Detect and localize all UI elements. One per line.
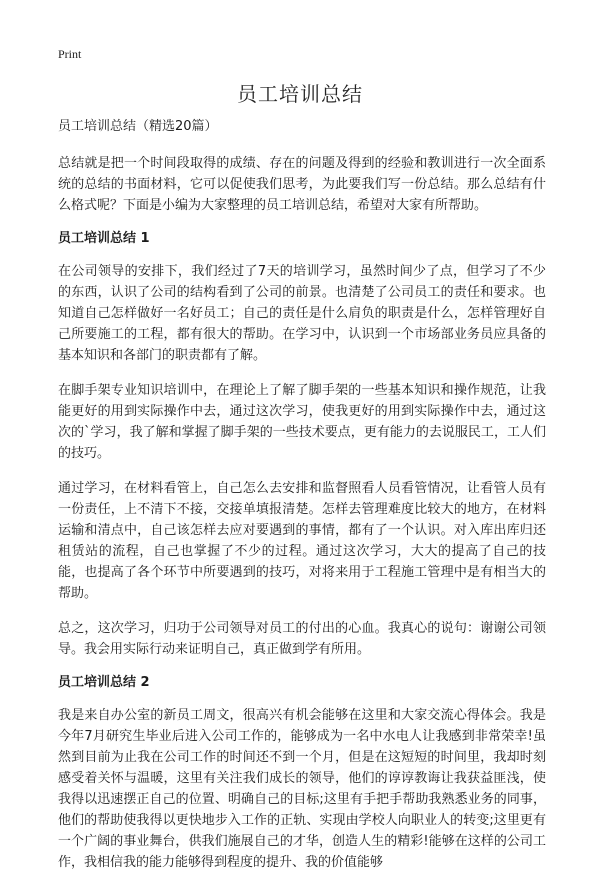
section-heading: 员工培训总结 2 [58, 675, 150, 690]
print-link[interactable]: Print [58, 47, 82, 61]
page-title: 员工培训总结 [237, 82, 363, 106]
section-2 [58, 674, 546, 873]
paragraph: 我是来自办公室的新员工周文，很高兴有机会能够在这里和大家交流心得体会。我是今年7月研究生毕业后进入公司工作的，能够成为一名中水电人让我感到非常荣幸!虽然到目前为止我在公司工作的时间还不到一个月，但是在这短短的时间里，我却时刻感受着关怀与温暖，这里有关注我们成长的领导，他们的谆谆教诲让我获益匪浅，使我得以迅速摆正自己的位置、明确自己的目标;这里有手把手帮助我熟悉业务的同事，他们的帮助使我得以更快地步入工作的正轨、实现由学校人向职业人的转变;这里更有一个广阔的事业舞台，供我们施展自己的才华，创造人生的精彩!能够在这样的公司工作，我相信我的能力能够得到程度的提升、我的价值能够 [58, 708, 546, 870]
paragraph: 在脚手架专业知识培训中，在理论上了解了脚手架的一些基本知识和操作规范，让我能更好的用到实际操作中去，通过这次学习，使我更好的用到实际操作中去，通过这次的`学习，我了解和掌握了脚手架的一些技术要点，更有能力的去说服民工，工人们的技巧。 [58, 383, 546, 461]
paragraph: 总之，这次学习，归功于公司领导对员工的付出的心血。我真心的说句：谢谢公司领导。我会用实际行动来证明自己，真正做到学有所用。 [58, 621, 546, 657]
intro-paragraph: 总结就是把一个时间段取得的成绩、存在的问题及得到的经验和教训进行一次全面系统的总结的书面材料，它可以促使我们思考，为此要我们写一份总结。那么总结有什么格式呢？下面是小编为大家整理的员工培训总结，希望对大家有所帮助。 [58, 156, 546, 213]
document-subtitle: 员工培训总结（精选20篇） [58, 119, 218, 134]
document-body [58, 118, 546, 887]
paragraph: 在公司领导的安排下，我们经过了7天的培训学习，虽然时间少了点，但学习了不少的东西，认识了公司的结构看到了公司的前景。也清楚了公司员工的责任和要求。也知道自己怎样做好一名好员工；自己的责任是什么肩负的职责是什么，怎样管理好自己所要施工的工程，都有很大的帮助。在学习中，认识到一个市场部业务员应具备的基本知识和各部门的职责都有了解。 [58, 264, 546, 363]
paragraph: 通过学习，在材料看管上，自己怎么去安排和监督照看人员看管情况，让看管人员有一份责任，上不清下不接，交接单填报清楚。怎样去管理难度比较大的地方，在材料运输和清点中，自己该怎样去应对要遇到的事情，都有了一个认识。对入库出库归还租赁站的流程，自己也掌握了不少的过程。通过这次学习，大大的提高了自己的技能，也提高了各个环节中所要遇到的技巧，对将来用于工程施工管理中是有相当大的帮助。 [58, 481, 546, 601]
section-heading: 员工培训总结 1 [58, 231, 150, 246]
section-1 [58, 230, 546, 660]
